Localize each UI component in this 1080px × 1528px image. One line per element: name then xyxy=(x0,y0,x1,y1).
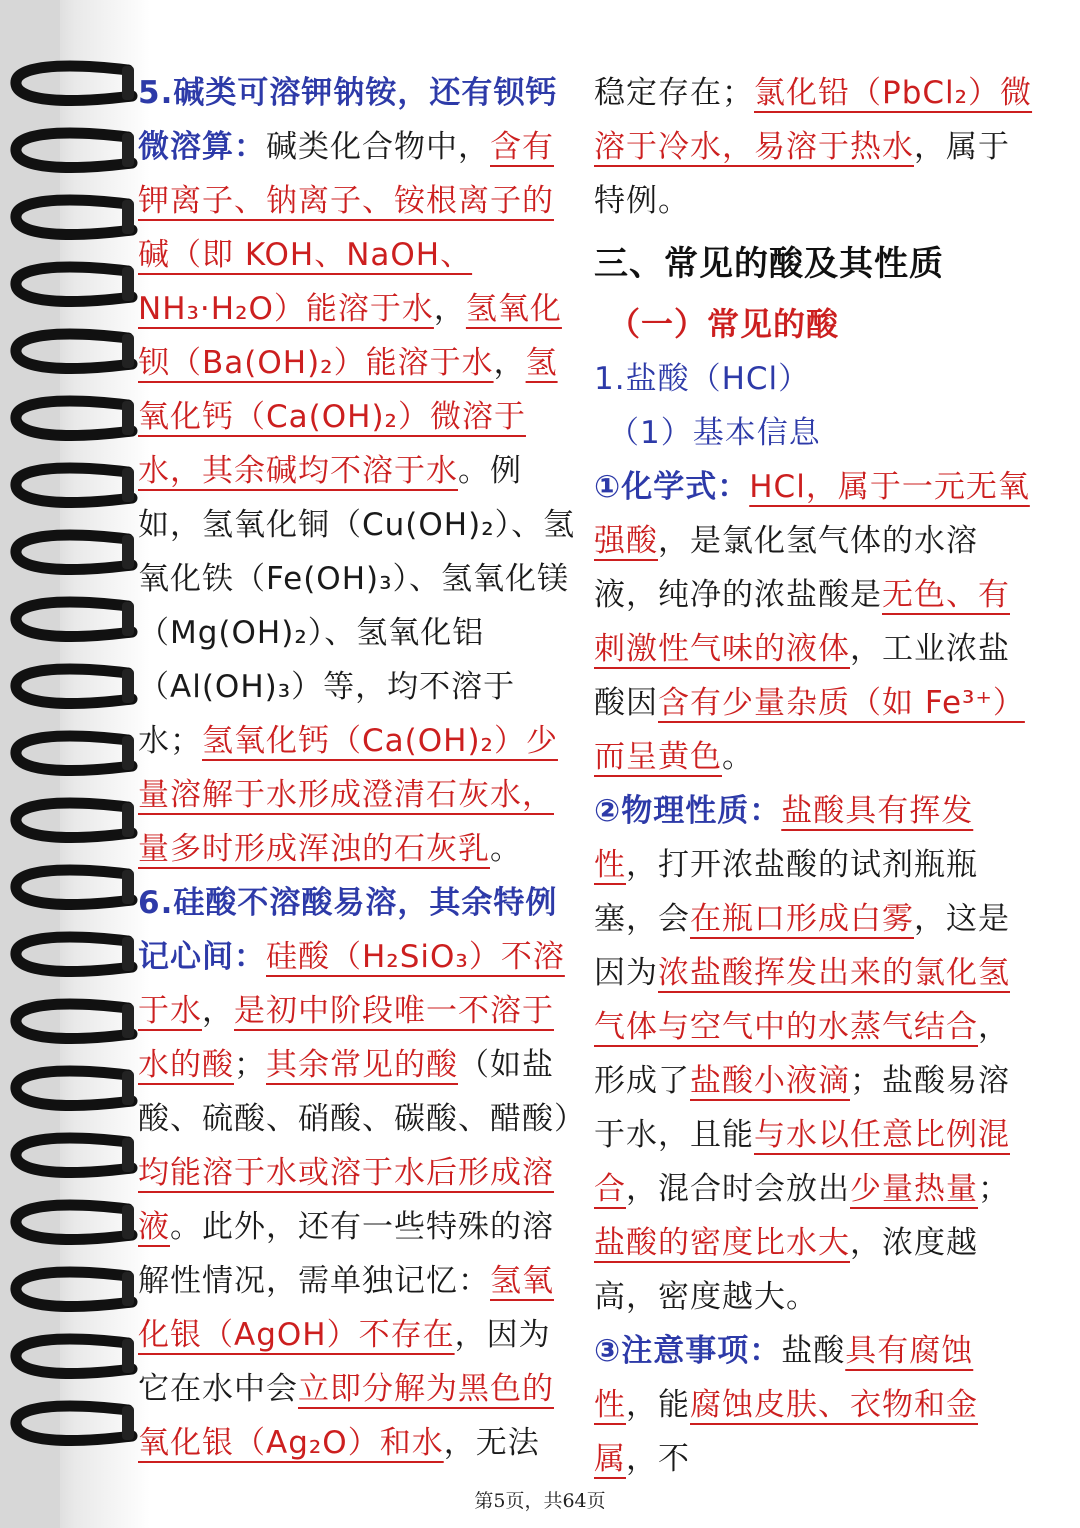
text-segment: （如盐酸、硫酸、硝酸、碳酸、醋酸） xyxy=(138,1047,586,1137)
paragraph-caution xyxy=(594,1324,1034,1486)
text-segment: 。此外，还有一些特殊的溶解性情况，需单独记忆： xyxy=(138,1209,554,1299)
section-6-title: 6.硅酸不溶酸易溶，其余特例记心间： xyxy=(138,885,558,975)
section-6 xyxy=(138,876,586,1470)
highlight-segment: HCl，属于一元无氧强酸 xyxy=(594,469,1030,559)
text-segment: ； xyxy=(978,1171,1010,1207)
chapter-heading: 三、常见的酸及其性质 xyxy=(594,244,944,284)
highlight-segment: 具有腐蚀性 xyxy=(594,1333,974,1423)
left-column xyxy=(138,66,586,1470)
highlight-segment: 氢氧化钙（Ca(OH)₂）少量溶解于水形成澄清石灰水，量多时形成浑浊的石灰乳 xyxy=(138,723,558,867)
highlight-segment: 少量热量 xyxy=(850,1171,978,1207)
spiral-hole xyxy=(122,1138,134,1172)
item-label: ①化学式： xyxy=(594,469,750,505)
text-segment: 盐酸 xyxy=(781,1333,846,1369)
text-segment: ，混合时会放出 xyxy=(626,1171,850,1207)
text-segment: ，属于特例。 xyxy=(594,129,1010,219)
text-segment: ，打开浓盐酸的试剂瓶瓶塞，会 xyxy=(594,847,978,937)
spiral-hole xyxy=(122,736,134,770)
highlight-segment: 含有钾离子、钠离子、铵根离子的碱（即 KOH、NaOH、NH₃·H₂O）能溶于水 xyxy=(138,129,554,327)
text-segment: ， xyxy=(433,291,466,327)
spiral-hole xyxy=(122,200,134,234)
highlight-segment: 立即分解为黑色的氧化银（Ag₂O）和水 xyxy=(138,1371,554,1461)
spiral-hole xyxy=(122,1339,134,1373)
highlight-segment: 氢氧化银（AgOH）不存在 xyxy=(138,1263,554,1353)
highlight-segment: 氢氧化钙（Ca(OH)₂）微溶于水，其余碱均不溶于水 xyxy=(138,345,558,489)
highlight-segment: 盐酸小液滴 xyxy=(690,1063,850,1099)
continued-paragraph xyxy=(594,66,1034,228)
spiral-hole xyxy=(122,602,134,636)
text-segment: ， xyxy=(202,993,234,1029)
text-segment: ，能 xyxy=(626,1387,690,1423)
text-segment: 稳定存在； xyxy=(594,75,754,111)
highlight-segment: 与水以任意比例混合 xyxy=(594,1117,1010,1207)
spiral-hole xyxy=(122,401,134,435)
highlight-segment: 含有少量杂质（如 Fe³⁺）而呈黄色 xyxy=(594,685,1025,775)
spiral-hole xyxy=(122,1205,134,1239)
spiral-hole xyxy=(122,334,134,368)
paragraph-formula xyxy=(594,460,1034,784)
item-label: ③注意事项： xyxy=(594,1333,782,1369)
text-segment: ，不 xyxy=(626,1441,690,1477)
text-segment: ； xyxy=(234,1047,266,1083)
spiral-hole xyxy=(122,468,134,502)
spiral-hole xyxy=(122,133,134,167)
highlight-segment: 氢氧化钡（Ba(OH)₂）能溶于水 xyxy=(138,291,562,381)
spiral-hole xyxy=(122,66,134,100)
spiral-hole xyxy=(122,803,134,837)
text-segment: 。 xyxy=(490,831,522,867)
spiral-hole xyxy=(122,535,134,569)
text-segment: 。 xyxy=(722,739,754,775)
text-segment: 。例如，氢氧化铜（Cu(OH)₂）、氢氧化铁（Fe(OH)₃）、氢氧化镁（Mg(OH)₂）、氢氧化铝（Al(OH)₃）等，均不溶于水； xyxy=(138,453,576,759)
text-segment: ，工业浓盐酸因 xyxy=(594,631,1010,721)
text-segment: ， xyxy=(493,345,526,381)
page-number: 第5页，共64页 xyxy=(474,1490,606,1512)
text-segment: ；盐酸易溶于水，且能 xyxy=(594,1063,1010,1153)
highlight-segment: 其余常见的酸 xyxy=(266,1047,458,1083)
text-segment: ，因为它在水中会 xyxy=(138,1317,551,1407)
highlight-segment: 盐酸具有挥发性 xyxy=(594,793,974,883)
spiral-hole xyxy=(122,870,134,904)
subsection-heading: （一）常见的酸 xyxy=(608,305,840,343)
item-label: ②物理性质： xyxy=(594,793,782,829)
highlight-segment: 盐酸的密度比水大 xyxy=(594,1225,850,1261)
text-segment: ，形成了 xyxy=(594,1009,1010,1099)
text-segment: 碱类化合物中， xyxy=(266,129,490,165)
section-5 xyxy=(138,66,578,876)
subtopic-heading: （1）基本信息 xyxy=(608,415,821,451)
spiral-hole xyxy=(122,1406,134,1440)
highlight-segment: 氯化铅（PbCl₂）微溶于冷水，易溶于热水 xyxy=(594,75,1033,165)
text-segment: ，这是因为 xyxy=(594,901,1010,991)
highlight-segment: 腐蚀皮肤、衣物和金属 xyxy=(594,1387,978,1477)
spiral-hole xyxy=(122,1071,134,1105)
spiral-hole xyxy=(122,267,134,301)
text-segment: ，无法 xyxy=(443,1425,540,1461)
highlight-segment: 是初中阶段唯一不溶于水的酸 xyxy=(138,993,554,1083)
topic-heading: 1.盐酸（HCl） xyxy=(594,361,811,397)
text-segment: ，浓度越高，密度越大。 xyxy=(594,1225,978,1315)
highlight-segment: 浓盐酸挥发出来的氯化氢气体与空气中的水蒸气结合 xyxy=(594,955,1010,1045)
spiral-hole xyxy=(122,669,134,703)
section-5-title: 5.碱类可溶钾钠铵，还有钡钙微溶算： xyxy=(138,75,558,165)
spiral-hole xyxy=(122,1004,134,1038)
spiral-binding xyxy=(0,0,150,1528)
highlight-segment: 在瓶口形成白雾 xyxy=(690,901,914,937)
spiral-hole xyxy=(122,1272,134,1306)
right-column xyxy=(594,66,1034,1486)
highlight-segment: 无色、有刺激性气味的液体 xyxy=(594,577,1010,667)
spiral-hole xyxy=(122,937,134,971)
text-segment: ，是氯化氢气体的水溶液，纯净的浓盐酸是 xyxy=(594,523,978,613)
paragraph-physical xyxy=(594,784,1034,1324)
highlight-segment: 均能溶于水或溶于水后形成溶液 xyxy=(138,1155,554,1245)
highlight-segment: 硅酸（H₂SiO₃）不溶于水 xyxy=(138,939,565,1029)
